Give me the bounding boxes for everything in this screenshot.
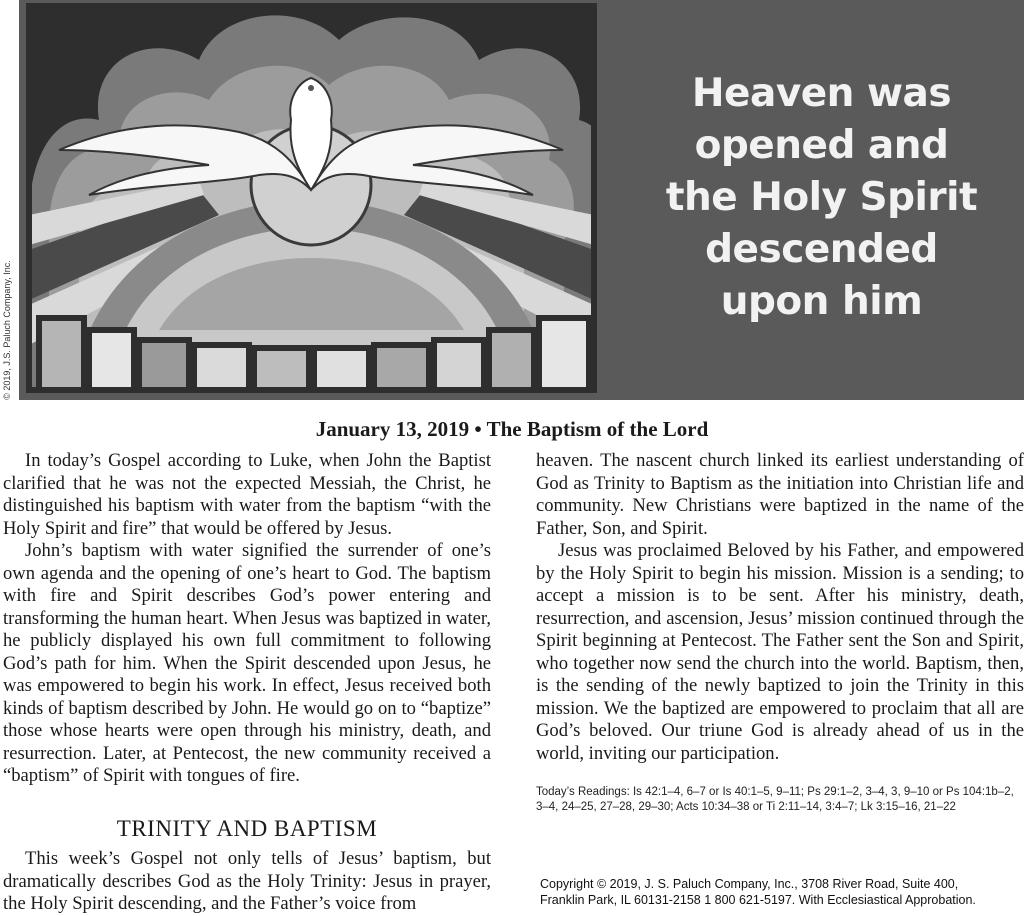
todays-readings: Today’s Readings: Is 42:1–4, 6–7 or Is 40:1–5, 9–11; Ps 29:1–2, 3–4, 3, 9–10 or Ps 104:1b–2, 3–4, 24–25, 27–28, 29–30; Acts 10:34–38 or Ti 2:11–14, 3:4–7; Lk 3:15–16, 21–22: [536, 786, 1014, 813]
headline-line: Heaven was: [691, 71, 952, 116]
hero-banner: [19, 0, 1024, 400]
side-copyright-text: © 2019, J.S. Paluch Company, Inc.: [2, 260, 12, 400]
copyright-notice: [540, 876, 1020, 908]
dove-illustration: [19, 0, 619, 400]
section-heading: TRINITY AND BAPTISM: [116, 815, 378, 841]
body-paragraph: In today’s Gospel according to Luke, when John the Baptist clarified that he was not the expected Messiah, the Christ, he distinguished his baptism with water from the baptism “with the Holy Spirit and fire” that would be offered by Jesus.: [3, 450, 491, 539]
headline-line: descended: [705, 227, 938, 272]
copyright-line: Franklin Park, IL 60131-2158 1 800 621-5197. With Ecclesiastical Approbation.: [540, 893, 976, 907]
headline-line: upon him: [720, 279, 923, 324]
body-paragraph: John’s baptism with water signified the surrender of one’s own agenda and the opening of one’s heart to God. The baptism with fire and Spirit describes God’s power entering and transforming the human heart. When Jesus was baptized in water, he publicly displayed his own full commitment to following God’s path for him. When the Spirit descended upon Jesus, he was empowered to begin his work. In effect, Jesus received both kinds of baptism described by John. He would go on to “baptize” those whose hearts were open through his ministry, death, and resurrection. Later, at Pentecost, the new community received a “baptism” of Spirit with tongues of fire.: [3, 540, 491, 786]
body-paragraph: This week’s Gospel not only tells of Jesus’ baptism, but dramatically describes God as the Holy Trinity: Jesus in prayer, the Holy Spirit descending, and the Father’s voice from: [3, 848, 491, 914]
right-column: [536, 450, 1024, 815]
headline-line: opened and: [694, 123, 949, 168]
side-copyright: [0, 250, 14, 410]
copyright-line: Copyright © 2019, J. S. Paluch Company, Inc., 3708 River Road, Suite 400,: [540, 877, 959, 891]
body-paragraph-continued: heaven. The nascent church linked its earliest understanding of God as Trinity to Baptism as the initiation into Christian life and community. New Christians were baptized in the name of the Father, Son, and Spirit.: [536, 450, 1024, 539]
headline: [644, 68, 999, 328]
dateline: January 13, 2019 • The Baptism of the Lord: [315, 417, 709, 441]
body-paragraph: Jesus was proclaimed Beloved by his Father, and empowered by the Holy Spirit to begin his mission. Mission is a sending; to accept a mission is to be sent. After his ministry, death, resurrection, and ascension, Jesus’ mission continued through the Spirit beginning at Pentecost. The Father sent the Son and Spirit, who together now send the church into the world. Baptism, then, is the sending of the newly baptized to join the Trinity in this mission. We the baptized are empowered to proclaim that all are God’s beloved. Our triune God is already ahead of us in the world, inviting our participation.: [536, 540, 1024, 764]
left-column: [3, 450, 491, 916]
headline-line: the Holy Spirit: [665, 175, 978, 220]
